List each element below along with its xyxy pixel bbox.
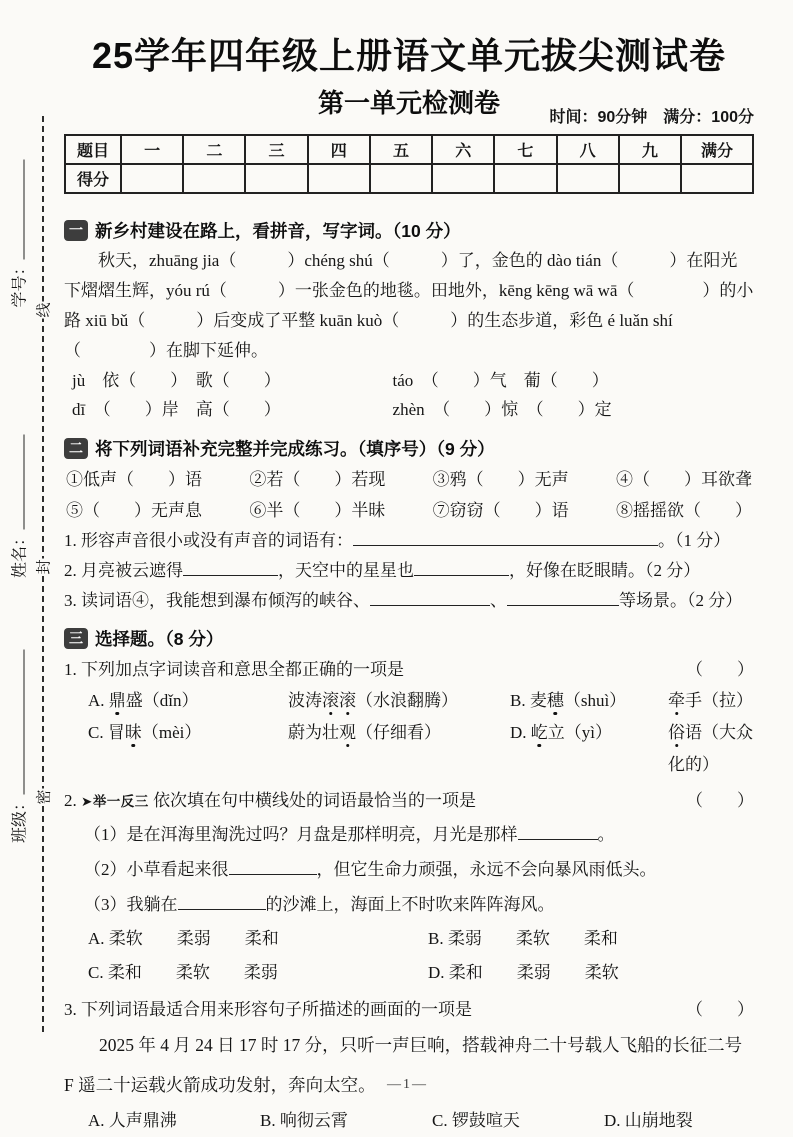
name-blank [9, 435, 25, 530]
answer-blank [414, 560, 509, 576]
section2-q2 [64, 556, 754, 586]
question-text: ，天空中的星星也 [278, 561, 414, 580]
section1-fill-rows [64, 366, 754, 424]
question-text: 、 [490, 591, 507, 610]
arrow-icon: ➤ [81, 794, 93, 809]
choice-q1-options [88, 685, 754, 781]
score-header-cell: 八 [557, 135, 619, 164]
seal-char-mi: 密 [30, 788, 57, 805]
option: B. 响彻云霄 [260, 1111, 348, 1130]
ju-yi-fan-san-tag: 举一反三 [92, 794, 149, 809]
paper-content [64, 28, 754, 1137]
fill-item: jù 依（ ） 歌（ ） [72, 371, 281, 390]
answer-blank [518, 824, 598, 840]
answer-blank [178, 894, 266, 910]
student-id-field [7, 134, 30, 334]
section2-title-row [64, 434, 754, 464]
option: 俗语（大众化的） [668, 723, 753, 774]
score-header-cell: 九 [619, 135, 681, 164]
score-header-cell: 一 [121, 135, 183, 164]
score-cell [121, 164, 183, 193]
choice-q3-passage: 2025 年 4 月 24 日 17 时 17 分，只听一声巨响，搭载神舟二十号载人飞船的长征二号 F 遥二十运载火箭成功发射，奔向太空。 [64, 1035, 743, 1095]
score-header-cell: 六 [432, 135, 494, 164]
question-text: （2）小草看起来很 [84, 860, 229, 879]
score-cell [557, 164, 619, 193]
option: D. 山崩地裂 [604, 1111, 693, 1130]
section2-q1 [64, 526, 754, 556]
option: D. 屹立（yì） [510, 723, 613, 742]
word-item: ②若（ ）若现 [249, 470, 386, 489]
section1-badge: 一 [64, 220, 88, 241]
word-item: ①低声（ ）语 [66, 470, 202, 489]
option: A. 人声鼎沸 [88, 1111, 177, 1130]
word-item: ③鸦（ ）无声 [432, 470, 569, 489]
option: 波涛滚滚（水浪翻腾） [288, 691, 458, 710]
answer-parens: （ ） [686, 791, 754, 810]
question-text: 依次填在句中横线处的词语最恰当的一项是 [153, 791, 477, 810]
choice-q2-sub2 [84, 852, 754, 887]
score-cell [183, 164, 245, 193]
fill-item: táo （ ）气 葡（ ） [392, 371, 609, 390]
student-id-label: 学号： [11, 259, 29, 308]
choice-q1 [64, 654, 754, 685]
section2-badge: 二 [64, 438, 88, 459]
question-text: 等场景。（2 分） [619, 591, 743, 610]
question-text: 3. 读词语④，我能想到瀑布倾泻的峡谷、 [64, 591, 370, 610]
option: A. 鼎盛（dǐn） [88, 691, 199, 710]
answer-blank [507, 590, 619, 606]
score-table-header-row [65, 135, 753, 164]
option: D. 柔和 柔弱 柔软 [428, 963, 619, 982]
score-cell [494, 164, 556, 193]
score-header-cell: 三 [245, 135, 307, 164]
choice-q2-sub1 [84, 817, 754, 852]
question-text: （1）是在洱海里淘洗过吗？月盘是那样明亮，月光是那样 [84, 825, 518, 844]
choice-q3 [64, 994, 754, 1025]
choice-q2-sub3 [84, 887, 754, 922]
question-text: 2. 月亮被云遮得 [64, 561, 183, 580]
score-cell [245, 164, 307, 193]
seal-char-xian: 线 [30, 301, 57, 318]
section1-pinyin-paragraph: 秋天，zhuāng jia（ ）chéng shú（ ）了，金色的 dào tián（ ）在阳光下熠熠生辉，yóu rú（ ）一张金色的地毯。田地外，kēng kēng wā wā（ ）的小路 xiū bǔ（ ）后变成了平整 kuān kuò（ ）的生态步道，彩色 é luǎn shí（ ）在脚下延伸。 [64, 251, 754, 360]
answer-parens: （ ） [686, 660, 754, 679]
question-text: 。 [597, 825, 615, 844]
word-items-row1 [64, 464, 754, 495]
class-label: 班级： [11, 795, 29, 844]
choice-q2-options [88, 922, 754, 990]
answer-blank [353, 530, 658, 546]
word-item: ⑦窃窃（ ）语 [432, 501, 569, 520]
score-header-cell: 五 [370, 135, 432, 164]
option: C. 锣鼓喧天 [432, 1111, 520, 1130]
class-field [7, 627, 30, 867]
score-cell [370, 164, 432, 193]
option: C. 柔和 柔软 柔弱 [88, 963, 278, 982]
score-cell [681, 164, 753, 193]
question-text: ，好像在眨眼睛。（2 分） [509, 561, 701, 580]
score-table-score-row [65, 164, 753, 193]
option: C. 冒昧（mèi） [88, 723, 202, 742]
score-header-cell: 题目 [65, 135, 121, 164]
answer-blank [183, 560, 278, 576]
choice-q3-options [88, 1105, 754, 1137]
score-header-cell: 四 [308, 135, 370, 164]
score-cell [619, 164, 681, 193]
score-cell [432, 164, 494, 193]
section1-title-row [64, 216, 754, 246]
score-header-cell: 满分 [681, 135, 753, 164]
answer-blank [229, 859, 317, 875]
time-score-info: 时间：90分钟 满分：100分 [549, 109, 754, 126]
question-text: 。（1 分） [658, 531, 731, 550]
score-table [64, 134, 754, 194]
student-id-blank [9, 160, 25, 260]
word-item: ⑧摇摇欲（ ） [615, 501, 752, 520]
paper-subtitle: 第一单元检测卷 [317, 88, 500, 118]
word-item: ④（ ）耳欲聋 [615, 470, 752, 489]
question-number: 2. [64, 791, 77, 810]
option: 牵手（拉） [668, 691, 753, 710]
choice-q2 [64, 785, 754, 817]
score-header-cell: 二 [183, 135, 245, 164]
section2-title: 将下列词语补充完整并完成练习。（填序号）（9 分） [95, 439, 495, 459]
option: A. 柔软 柔弱 柔和 [88, 929, 279, 948]
word-items-row2 [64, 495, 754, 526]
question-text: ，但它生命力顽强，永远不会向暴风雨低头。 [316, 860, 657, 879]
section3-title: 选择题。（8 分） [95, 629, 224, 649]
score-cell [308, 164, 370, 193]
score-row-label: 得分 [65, 164, 121, 193]
question-text: （3）我躺在 [84, 895, 178, 914]
paper-title: 25学年四年级上册语文单元拔尖测试卷 [91, 35, 727, 76]
section3-title-row [64, 624, 754, 654]
question-text: 3. 下列词语最适合用来形容句子所描述的画面的一项是 [64, 1000, 472, 1019]
question-text: 1. 下列加点字词读音和意思全都正确的一项是 [64, 660, 404, 679]
seal-char-feng: 封 [30, 558, 57, 575]
class-blank [9, 650, 25, 795]
question-text: 1. 形容声音很小或没有声音的词语有： [64, 531, 353, 550]
option: 蔚为壮观（仔细看） [288, 723, 441, 742]
option: B. 麦穗（shuì） [510, 691, 627, 710]
section3-badge: 三 [64, 628, 88, 649]
score-header-cell: 七 [494, 135, 556, 164]
page-number: —1— [387, 1077, 428, 1092]
question-text: 的沙滩上，海面上不时吹来阵阵海风。 [265, 895, 555, 914]
fill-item: dī （ ）岸 高（ ） [72, 400, 281, 419]
word-item: ⑥半（ ）半昧 [249, 501, 386, 520]
name-label: 姓名： [11, 530, 29, 579]
name-field [7, 407, 30, 607]
section2-q3 [64, 586, 754, 616]
question-text [64, 785, 476, 817]
word-item: ⑤（ ）无声息 [66, 501, 202, 520]
option: B. 柔弱 柔软 柔和 [428, 929, 618, 948]
fill-item: zhèn （ ）惊 （ ）定 [392, 400, 612, 419]
section1-title: 新乡村建设在路上，看拼音，写字词。（10 分） [95, 221, 461, 241]
answer-parens: （ ） [686, 1000, 754, 1019]
answer-blank [370, 590, 490, 606]
